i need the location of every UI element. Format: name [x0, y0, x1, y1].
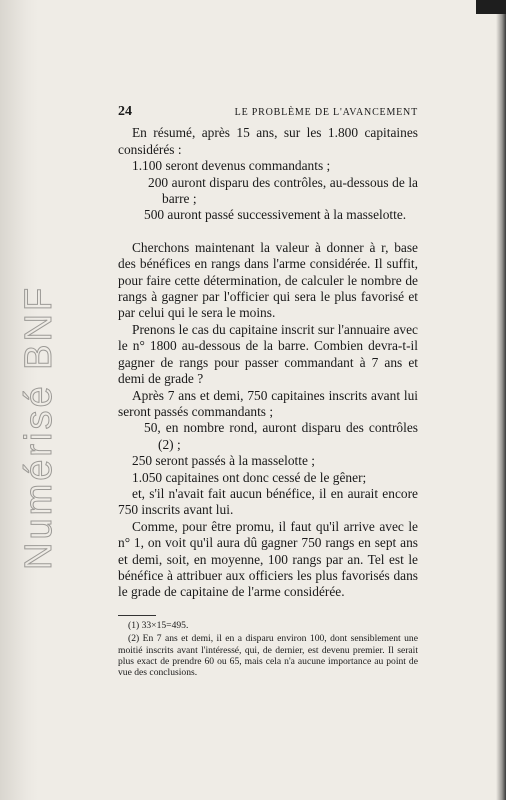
- paragraph: Prenons le cas du capitaine inscrit sur l'annuaire avec le n° 1800 au-dessous de la barre. Combien devra-t-il gagner de rangs pour passer commandant à 7 ans et demi de grade ?: [118, 321, 418, 387]
- list-item: 1.100 seront devenus commandants ;: [132, 158, 331, 174]
- scan-corner: [476, 0, 506, 14]
- paragraph: En résumé, après 15 ans, sur les 1.800 capitaines considérés :: [118, 125, 418, 157]
- spacer: [118, 224, 418, 240]
- paragraph: Cherchons maintenant la valeur à donner à r, base des bénéfices en rangs dans l'arme considérée. Il suffit, pour faire cette détermination, de calculer le nombre de rangs à gagner par l'officier qui sera le plus favorisé et par celui qui le sera le moins.: [118, 239, 418, 321]
- paragraph: Comme, pour être promu, il faut qu'il arrive avec le n° 1, on voit qu'il aura dû gagner 750 rangs en sept ans et demi, soit, en moyenne, 100 rangs par an. Tel est le bénéfice à attribuer aux officiers les plus favorisés dans le grade de capitaine de l'arme considérée.: [118, 518, 418, 600]
- list-item: 50, en nombre rond, auront disparu des contrôles (2) ;: [144, 420, 418, 452]
- running-head: [118, 104, 418, 121]
- footnote: (1) 33×15=495.: [128, 619, 189, 631]
- running-title: LE PROBLÈME DE L'AVANCEMENT: [234, 107, 418, 118]
- list-item: 500 auront passé successivement à la masselotte.: [144, 207, 407, 223]
- watermark: Numérisé BNF: [18, 284, 60, 570]
- list-item: 200 auront disparu des contrôles, au-dessous de la barre ;: [148, 174, 418, 207]
- book-page: [118, 104, 418, 679]
- footnote: (2) En 7 ans et demi, il en a disparu environ 100, dont sensiblement une moitié inscrits avant l'intéressé, qui, de dernier, est devenu premier. Il serait plus exact de prendre 60 ou 65, mais cela n'a aucune importance au point de vue des conclusions.: [118, 633, 418, 679]
- list-item: 250 seront passés à la masselotte ;: [132, 453, 315, 469]
- page-number: 24: [118, 104, 132, 119]
- page-edge-shadow: [496, 0, 506, 800]
- footnote-rule: [118, 615, 156, 616]
- paragraph: 1.050 capitaines ont donc cessé de le gêner;: [132, 469, 367, 485]
- paragraph: et, s'il n'avait fait aucun bénéfice, il en aurait encore 750 inscrits avant lui.: [118, 485, 418, 518]
- paragraph: Après 7 ans et demi, 750 capitaines inscrits avant lui seront passés commandants ;: [118, 387, 418, 419]
